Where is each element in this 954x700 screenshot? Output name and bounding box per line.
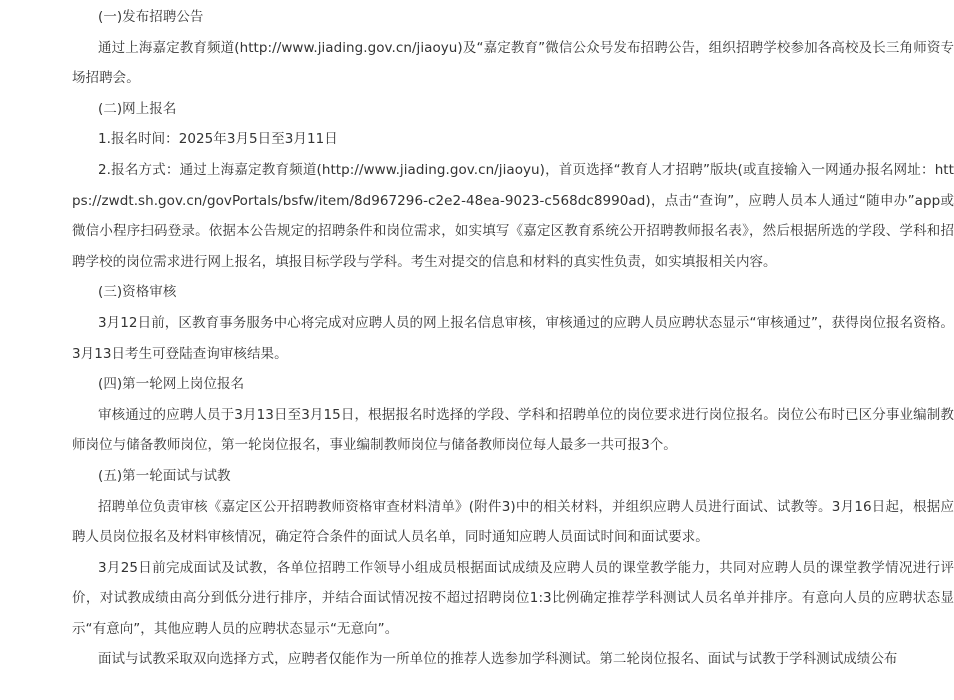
section-heading-first-round-interview: (五)第一轮面试与试教 — [98, 467, 231, 484]
announcement-body — [72, 2, 954, 675]
section-heading-first-round-registration: (四)第一轮网上岗位报名 — [98, 376, 245, 393]
paragraph-publish-channels: 通过上海嘉定教育频道(http://www.jiading.gov.cn/jiaoyu)及“嘉定教育”微信公众号发布招聘公告，组织招聘学校参加各高校及长三角师资专场招聘会。 — [72, 39, 954, 87]
paragraph-interview-evaluation: 3月25日前完成面试及试教，各单位招聘工作领导小组成员根据面试成绩及应聘人员的课堂教学能力，共同对应聘人员的课堂教学情况进行评价，对试教成绩由高分到低分进行排序，并结合面试情况按不超过招聘岗位1:3比例确定推荐学科测试人员名单并排序。有意向人员的应聘状态显示“有意向”，其他应聘人员的应聘状态显示“无意向”。 — [72, 559, 954, 637]
paragraph-interview-material-review: 招聘单位负责审核《嘉定区公开招聘教师资格审查材料清单》(附件3)中的相关材料，并组织应聘人员进行面试、试教等。3月16日起，根据应聘人员岗位报名及材料审核情况，确定符合条件的面试人员名单，同时通知应聘人员面试时间和面试要求。 — [72, 498, 954, 546]
section-heading-online-registration: (二)网上报名 — [98, 100, 177, 117]
paragraph-registration-method: 2.报名方式：通过上海嘉定教育频道(http://www.jiading.gov.cn/jiaoyu)，首页选择“教育人才招聘”版块(或直接输入一网通办报名网址：https://zwdt.sh.gov.cn/govPortals/bsfw/item/8d967296-c2e2-48ea-9023-c568dc8990ad)，点击“查询”，应聘人员本人通过“随申办”app或微信小程序扫码登录。依据本公告规定的招聘条件和岗位需求，如实填写《嘉定区教育系统公开招聘教师报名表》，然后根据所选的学段、学科和招聘学校的岗位需求进行网上报名，填报目标学段与学科。考生对提交的信息和材料的真实性负责，如实填报相关内容。 — [72, 161, 954, 270]
paragraph-first-round-registration: 审核通过的应聘人员于3月13日至3月15日，根据报名时选择的学段、学科和招聘单位的岗位要求进行岗位报名。岗位公布时已区分事业编制教师岗位与储备教师岗位，第一轮岗位报名，事业编制教师岗位与储备教师岗位每人最多一共可报3个。 — [72, 406, 954, 454]
paragraph-qualification-review: 3月12日前，区教育事务服务中心将完成对应聘人员的网上报名信息审核，审核通过的应聘人员应聘状态显示“审核通过”，获得岗位报名资格。3月13日考生可登陆查询审核结果。 — [72, 314, 954, 362]
paragraph-registration-time: 1.报名时间：2025年3月5日至3月11日 — [98, 131, 338, 148]
paragraph-two-way-selection: 面试与试教采取双向选择方式，应聘者仅能作为一所单位的推荐人选参加学科测试。第二轮岗位报名、面试与试教于学科测试成绩公布 — [98, 651, 898, 668]
section-heading-qualification-review: (三)资格审核 — [98, 284, 177, 301]
section-heading-publish-announcement: (一)发布招聘公告 — [98, 9, 204, 25]
